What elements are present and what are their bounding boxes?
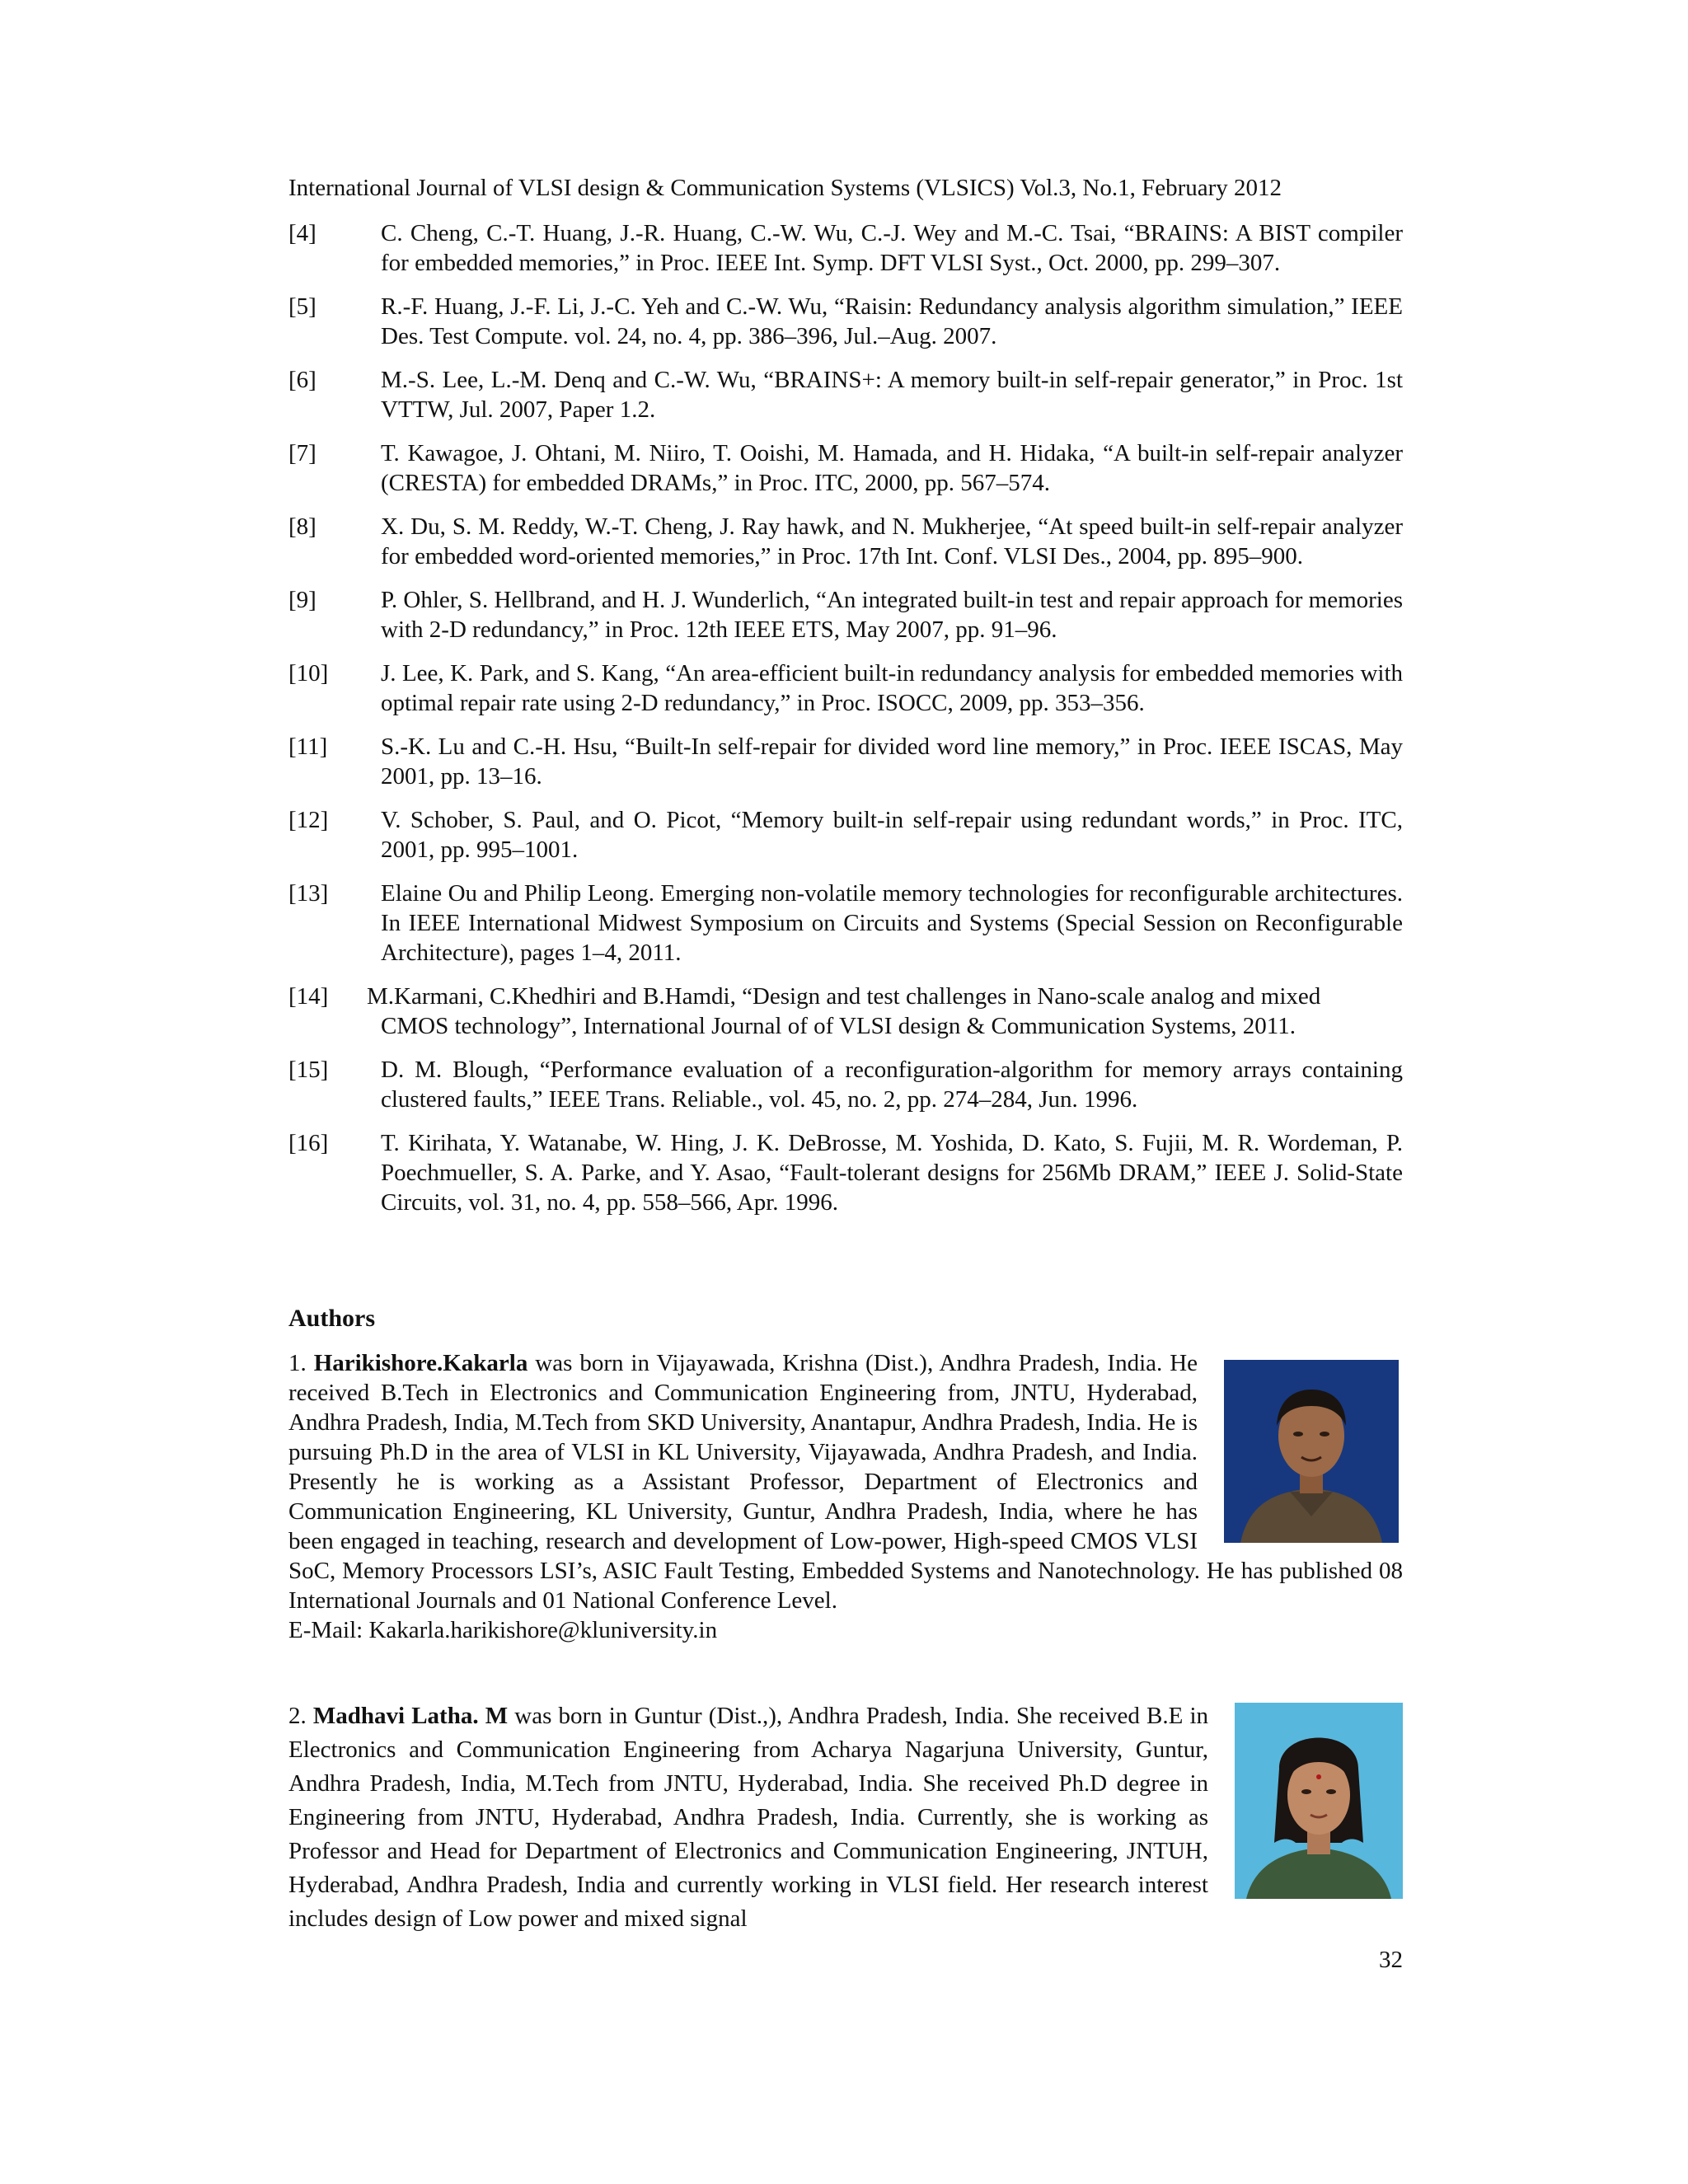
reference-number: [5]: [288, 293, 316, 320]
reference-item: [288, 585, 1403, 644]
running-header: International Journal of VLSI design & Communication Systems (VLSICS) Vol.3, No.1, February 2012: [288, 175, 1282, 201]
reference-item: [288, 438, 1403, 498]
author-index: 2.: [288, 1703, 307, 1729]
reference-number: [7]: [288, 440, 316, 466]
reference-number: [15]: [288, 1057, 329, 1083]
reference-number: [12]: [288, 807, 329, 833]
reference-item: [288, 805, 1403, 865]
author-email: E-Mail: Kakarla.harikishore@kluniversity.in: [288, 1617, 718, 1643]
reference-item: [288, 879, 1403, 968]
reference-number: [11]: [288, 733, 328, 760]
author-bio-text: was born in Guntur (Dist.,), Andhra Pradesh, India. She received B.E in Electronics and Communication Engineering from Acharya Nagarjuna University, Guntur, Andhra Pradesh, India, M.Tech from JNTU, Hyderabad, India. She received Ph.D degree in Engineering from JNTU, Hyderabad, Andhra Pradesh, India. Currently, she is working as Professor and Head for Department of Electronics and Communication Engineering, JNTUH, Hyderabad, Andhra Pradesh, India and currently working in VLSI field. Her research interest includes design of Low power and mixed signal: [288, 1703, 1209, 1932]
reference-text-continuation: CMOS technology”, International Journal of of VLSI design & Communication Systems, 2011.: [381, 1013, 1296, 1039]
reference-text: C. Cheng, C.-T. Huang, J.-R. Huang, C.-W. Wu, C.-J. Wey and M.-C. Tsai, “BRAINS: A BIST compiler for embedded memories,” in Proc. IEEE Int. Symp. DFT VLSI Syst., Oct. 2000, pp. 299–307.: [381, 220, 1403, 276]
author-photo-1: [1224, 1360, 1399, 1543]
reference-number: [8]: [288, 513, 316, 540]
author-photo-2-image: [1235, 1703, 1403, 1899]
author-photo-2: [1235, 1703, 1403, 1899]
reference-item: [288, 292, 1403, 351]
author-photo-1-image: [1224, 1360, 1399, 1543]
reference-number: [16]: [288, 1130, 329, 1156]
reference-text: P. Ohler, S. Hellbrand, and H. J. Wunderlich, “An integrated built-in test and repair approach for memories with 2-D redundancy,” in Proc. 12th IEEE ETS, May 2007, pp. 91–96.: [381, 587, 1403, 643]
reference-item: [288, 1128, 1403, 1217]
reference-item: [288, 732, 1403, 791]
reference-text: Elaine Ou and Philip Leong. Emerging non-volatile memory technologies for reconfigurable architectures. In IEEE International Midwest Symposium on Circuits and Systems (Special Session on Reconfigurable Architecture), pages 1–4, 2011.: [381, 880, 1403, 966]
author-bio-2: [288, 1699, 1403, 1936]
author-bio-text: was born in Vijayawada, Krishna (Dist.), Andhra Pradesh, India. He received B.Tech in Electronics and Communication Engineering from, JNTU, Hyderabad, Andhra Pradesh, India, M.Tech from SKD University, Anantapur, Andhra Pradesh, India. He is pursuing Ph.D in the area of VLSI in KL University, Vijayawada, Andhra Pradesh, and India. Presently he is working as a Assistant Professor, Department of Electronics and Communication Engineering, KL University, Guntur, Andhra Pradesh, India, where he has been engaged in teaching, research and development of Low-power, High-speed CMOS VLSI SoC, Memory Processors LSI’s, ASIC Fault Testing, Embedded Systems and Nanotechnology. He has published 08 International Journals and 01 National Conference Level.: [288, 1350, 1403, 1614]
reference-number: [10]: [288, 660, 329, 687]
reference-text: S.-K. Lu and C.-H. Hsu, “Built-In self-repair for divided word line memory,” in Proc. IEEE ISCAS, May 2001, pp. 13–16.: [381, 733, 1403, 790]
reference-item: [288, 365, 1403, 424]
reference-text: X. Du, S. M. Reddy, W.-T. Cheng, J. Ray hawk, and N. Mukherjee, “At speed built-in self-repair analyzer for embedded word-oriented memories,” in Proc. 17th Int. Conf. VLSI Des., 2004, pp. 895–900.: [381, 513, 1403, 569]
reference-number: [4]: [288, 220, 316, 246]
author-name: Harikishore.Kakarla: [313, 1350, 528, 1376]
author-index: 1.: [288, 1350, 307, 1376]
reference-text: M.Karmani, C.Khedhiri and B.Hamdi, “Design and test challenges in Nano-scale analog and mixed: [367, 983, 1321, 1010]
reference-number: [14]: [288, 983, 329, 1010]
reference-text: M.-S. Lee, L.-M. Denq and C.-W. Wu, “BRAINS+: A memory built-in self-repair generator,” in Proc. 1st VTTW, Jul. 2007, Paper 1.2.: [381, 367, 1403, 423]
author-bio-1: [288, 1348, 1403, 1645]
reference-number: [6]: [288, 367, 316, 393]
reference-item: [288, 512, 1403, 571]
reference-list: [288, 218, 1403, 1231]
authors-heading: Authors: [288, 1305, 376, 1332]
reference-item: [288, 1055, 1403, 1114]
reference-number: [9]: [288, 587, 316, 613]
page-number: 32: [1379, 1947, 1403, 1973]
reference-text: T. Kawagoe, J. Ohtani, M. Niiro, T. Ooishi, M. Hamada, and H. Hidaka, “A built-in self-repair analyzer (CRESTA) for embedded DRAMs,” in Proc. ITC, 2000, pp. 567–574.: [381, 440, 1403, 496]
reference-text: V. Schober, S. Paul, and O. Picot, “Memory built-in self-repair using redundant words,” in Proc. ITC, 2001, pp. 995–1001.: [381, 807, 1403, 863]
reference-text: R.-F. Huang, J.-F. Li, J.-C. Yeh and C.-W. Wu, “Raisin: Redundancy analysis algorithm simulation,” IEEE Des. Test Compute. vol. 24, no. 4, pp. 386–396, Jul.–Aug. 2007.: [381, 293, 1403, 349]
reference-item: [288, 218, 1403, 278]
reference-item: [288, 982, 1403, 1041]
author-name: Madhavi Latha. M: [312, 1703, 509, 1729]
reference-text: T. Kirihata, Y. Watanabe, W. Hing, J. K. DeBrosse, M. Yoshida, D. Kato, S. Fujii, M. R. Wordeman, P. Poechmueller, S. A. Parke, and Y. Asao, “Fault-tolerant designs for 256Mb DRAM,” IEEE J. Solid-State Circuits, vol. 31, no. 4, pp. 558–566, Apr. 1996.: [381, 1130, 1403, 1216]
reference-number: [13]: [288, 880, 329, 907]
reference-text: J. Lee, K. Park, and S. Kang, “An area-efficient built-in redundancy analysis for embedded memories with optimal repair rate using 2-D redundancy,” in Proc. ISOCC, 2009, pp. 353–356.: [381, 660, 1403, 716]
reference-item: [288, 658, 1403, 718]
reference-text: D. M. Blough, “Performance evaluation of a reconfiguration-algorithm for memory arrays containing clustered faults,” IEEE Trans. Reliable., vol. 45, no. 2, pp. 274–284, Jun. 1996.: [381, 1057, 1403, 1113]
